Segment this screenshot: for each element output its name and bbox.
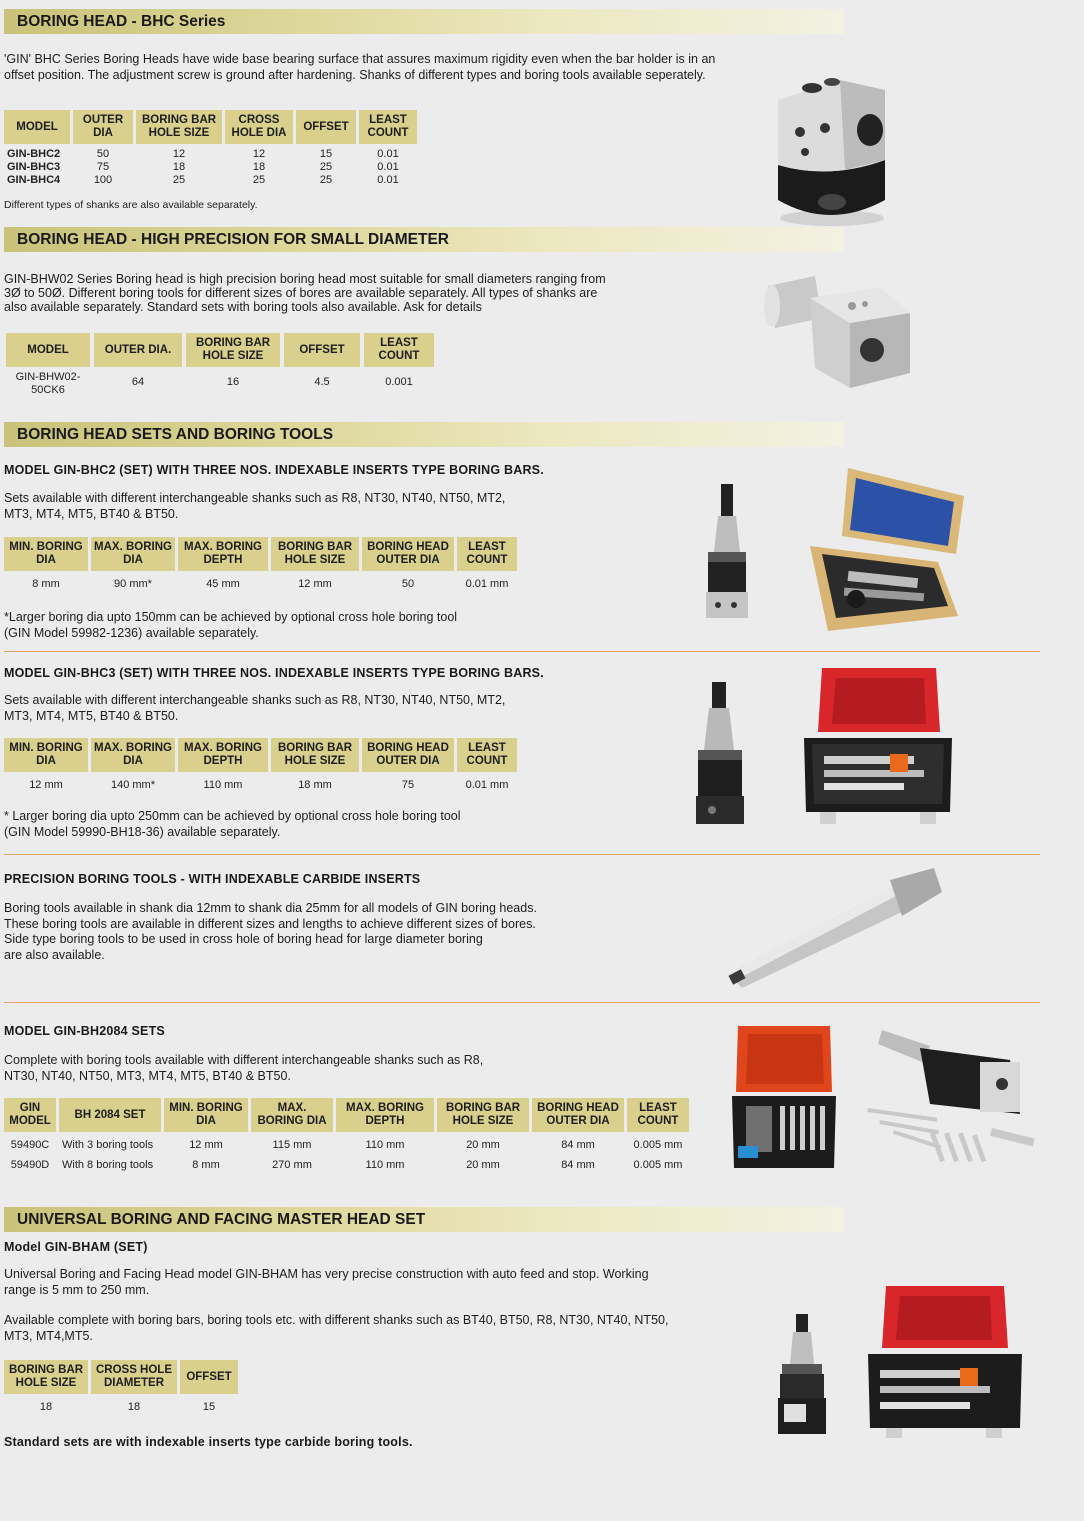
red-case-bhc3-image bbox=[800, 662, 956, 832]
col-header: OUTER DIA. bbox=[94, 333, 182, 367]
cell: 18 bbox=[172, 161, 186, 173]
bh2084-heading: MODEL GIN-BH2084 SETS bbox=[4, 1024, 165, 1038]
col-header: MAX. BORING DEPTH bbox=[336, 1098, 434, 1132]
cell: 0.01 bbox=[377, 148, 399, 160]
cell: 45 mm bbox=[206, 578, 240, 590]
cell: 0.01 bbox=[377, 174, 399, 186]
cell: 15 bbox=[202, 1401, 216, 1413]
cell: 0.01 bbox=[377, 161, 399, 173]
cell: 50 bbox=[401, 578, 415, 590]
col-header: CROSS HOLE DIAMETER bbox=[91, 1360, 177, 1394]
bh2084-spec-table bbox=[1, 1098, 692, 1172]
cell: 25 bbox=[172, 174, 186, 186]
cell: 12 mm bbox=[189, 1139, 223, 1151]
desc-line: MT3, MT4,MT5. bbox=[4, 1328, 93, 1343]
cell: 0.001 bbox=[385, 375, 413, 388]
cell: 15 bbox=[319, 148, 333, 160]
col-header: LEAST COUNT bbox=[359, 110, 417, 144]
bhc3-set-table bbox=[1, 738, 520, 792]
bham-description-1 bbox=[4, 1267, 649, 1298]
cell: 0.005 mm bbox=[633, 1159, 683, 1171]
table-row bbox=[4, 144, 417, 161]
bhc3-set-description bbox=[4, 693, 505, 724]
table-row bbox=[6, 367, 434, 397]
bhc3-set-note bbox=[4, 808, 461, 840]
bh2084-head-and-tools-image bbox=[860, 1022, 1040, 1172]
desc-line: are also available. bbox=[4, 947, 105, 962]
red-case-bh2084-image bbox=[730, 1022, 840, 1172]
bhc-desc-line: 'GIN' BHC Series Boring Heads have wide base bearing surface that assures maximum rigidity even when the bar holder is in an bbox=[4, 52, 716, 66]
bham-description-2 bbox=[4, 1313, 668, 1344]
cell: With 8 boring tools bbox=[62, 1159, 154, 1171]
col-header: CROSS HOLE DIA bbox=[225, 110, 293, 144]
desc-line: MT3, MT4, MT5, BT40 & BT50. bbox=[4, 506, 179, 521]
bhc3-set-heading: MODEL GIN-BHC3 (SET) WITH THREE NOS. INDEXABLE INSERTS TYPE BORING BARS. bbox=[4, 666, 544, 680]
cell: 140 mm* bbox=[110, 779, 156, 791]
section-banner-universal: UNIVERSAL BORING AND FACING MASTER HEAD SET bbox=[4, 1207, 844, 1232]
desc-line: Complete with boring tools available with different interchangeable shanks such as R8, bbox=[4, 1053, 484, 1067]
cell: 12 mm bbox=[298, 578, 332, 590]
bh2084-description bbox=[4, 1053, 483, 1084]
note-line: (GIN Model 59982-1236) available separately. bbox=[4, 626, 259, 640]
col-header: MAX. BORING DEPTH bbox=[178, 537, 268, 571]
col-header: LEAST COUNT bbox=[364, 333, 434, 367]
col-header: BORING BAR HOLE SIZE bbox=[271, 738, 359, 772]
table-row bbox=[4, 1154, 689, 1172]
col-header: MIN. BORING DIA bbox=[4, 738, 88, 772]
cell: 12 mm bbox=[29, 779, 63, 791]
col-header: GIN MODEL bbox=[4, 1098, 56, 1132]
cell: 84 mm bbox=[561, 1139, 595, 1151]
cell: 90 mm* bbox=[114, 578, 152, 590]
col-header: MIN. BORING DIA bbox=[4, 537, 88, 571]
table-row bbox=[4, 1394, 238, 1414]
shank-bhc2-image bbox=[700, 480, 760, 625]
col-header: BORING BAR HOLE SIZE bbox=[136, 110, 222, 144]
cell: 75 bbox=[401, 779, 415, 791]
col-header: BORING HEAD OUTER DIA bbox=[362, 738, 454, 772]
desc-line: Available complete with boring bars, boring tools etc. with different shanks such as BT40, BT50, R8, NT30, NT40, NT50, bbox=[4, 1313, 669, 1327]
shank-bhc3-image bbox=[692, 680, 752, 830]
col-header: OFFSET bbox=[284, 333, 360, 367]
wooden-case-bhc2-image bbox=[808, 466, 966, 634]
cell: 4.5 bbox=[314, 375, 330, 388]
bhc-spec-table bbox=[1, 110, 420, 187]
col-header: BH 2084 SET bbox=[59, 1098, 161, 1132]
separator bbox=[4, 651, 1040, 652]
col-header: MAX. BORING DIA bbox=[91, 738, 175, 772]
desc-line: Universal Boring and Facing Head model GIN-BHAM has very precise construction with auto feed and stop. Working bbox=[4, 1267, 649, 1281]
section-banner-bhc: BORING HEAD - BHC Series bbox=[4, 9, 844, 34]
bham-footer-note: Standard sets are with indexable inserts type carbide boring tools. bbox=[4, 1435, 413, 1449]
cell: 59490C bbox=[10, 1139, 50, 1151]
col-header: BORING HEAD OUTER DIA bbox=[362, 537, 454, 571]
cell: 16 bbox=[226, 375, 240, 388]
cell: 12 bbox=[252, 148, 266, 160]
table-row bbox=[4, 571, 517, 591]
section-banner-sets: BORING HEAD SETS AND BORING TOOLS bbox=[4, 422, 844, 447]
col-header: MIN. BORING DIA bbox=[164, 1098, 248, 1132]
cell: 270 mm bbox=[272, 1159, 312, 1171]
table-row bbox=[4, 161, 417, 174]
col-header: BORING BAR HOLE SIZE bbox=[271, 537, 359, 571]
desc-line: range is 5 mm to 250 mm. bbox=[4, 1282, 150, 1297]
col-header: OFFSET bbox=[180, 1360, 238, 1394]
bhc2-set-heading: MODEL GIN-BHC2 (SET) WITH THREE NOS. INDEXABLE INSERTS TYPE BORING BARS. bbox=[4, 463, 544, 477]
cell: 50 bbox=[96, 148, 110, 160]
table-row bbox=[4, 1132, 689, 1154]
note-line: * Larger boring dia upto 250mm can be achieved by optional cross hole boring tool bbox=[4, 809, 461, 823]
desc-line: 3Ø to 50Ø. Different boring tools for different sizes of bores are available separately. All types of shanks are bbox=[4, 286, 598, 300]
col-header: MODEL bbox=[4, 110, 70, 144]
col-header: OUTER DIA bbox=[73, 110, 133, 144]
cell: 8 mm bbox=[32, 578, 60, 590]
bham-spec-table bbox=[1, 1360, 241, 1414]
precision-tools-heading: PRECISION BORING TOOLS - WITH INDEXABLE CARBIDE INSERTS bbox=[4, 872, 421, 886]
separator bbox=[4, 1002, 1040, 1003]
bhc2-set-note bbox=[4, 609, 457, 641]
bhc-desc-line: offset position. The adjustment screw is ground after hardening. Shanks of different types and boring tools available seperately. bbox=[4, 67, 706, 82]
col-header: BORING BAR HOLE SIZE bbox=[4, 1360, 88, 1394]
cell: GIN-BHC3 bbox=[7, 161, 61, 173]
cell: 0.01 mm bbox=[465, 578, 509, 590]
cell: 8 mm bbox=[192, 1159, 220, 1171]
note-line: (GIN Model 59990-BH18-36) available separately. bbox=[4, 825, 281, 839]
high-precision-description bbox=[4, 272, 704, 314]
cell: 25 bbox=[319, 161, 333, 173]
cell: 75 bbox=[96, 161, 110, 173]
col-header: OFFSET bbox=[296, 110, 356, 144]
separator bbox=[4, 854, 1040, 855]
cell: GIN-BHW02-50CK6 bbox=[15, 371, 81, 396]
desc-line: Sets available with different interchangeable shanks such as R8, NT30, NT40, NT50, MT2, bbox=[4, 491, 506, 505]
col-header: BORING HEAD OUTER DIA bbox=[532, 1098, 624, 1132]
cell: 18 bbox=[127, 1401, 141, 1413]
boring-head-bhc-image bbox=[770, 70, 890, 230]
cell: 115 mm bbox=[272, 1139, 312, 1151]
cell: 12 bbox=[172, 148, 186, 160]
desc-line: Sets available with different interchangeable shanks such as R8, NT30, NT40, NT50, MT2, bbox=[4, 693, 506, 707]
cell: GIN-BHC4 bbox=[7, 174, 61, 186]
bhc2-set-description bbox=[4, 491, 505, 522]
cell: 20 mm bbox=[466, 1159, 500, 1171]
cell: 25 bbox=[319, 174, 333, 186]
cell: 18 mm bbox=[298, 779, 332, 791]
desc-line: also available separately. Standard sets with boring tools also available. Ask for details bbox=[4, 300, 482, 314]
cell: 100 bbox=[93, 174, 113, 186]
col-header: BORING BAR HOLE SIZE bbox=[186, 333, 280, 367]
cell: 0.01 mm bbox=[465, 779, 509, 791]
bham-model-heading: Model GIN-BHAM (SET) bbox=[4, 1240, 148, 1254]
col-header: MAX. BORING DIA bbox=[91, 537, 175, 571]
precision-tools-description bbox=[4, 901, 537, 963]
desc-line: NT30, NT40, NT50, MT3, MT4, MT5, BT40 & BT50. bbox=[4, 1068, 291, 1083]
cell: 110 mm bbox=[365, 1159, 405, 1171]
cell: 18 bbox=[252, 161, 266, 173]
table-row bbox=[4, 174, 417, 187]
red-case-bham-image bbox=[864, 1282, 1026, 1442]
cell: 110 mm bbox=[203, 779, 243, 791]
col-header: LEAST COUNT bbox=[627, 1098, 689, 1132]
desc-line: These boring tools are available in different sizes and lengths to achieve different sizes of bores. bbox=[4, 916, 536, 931]
precision-boring-tool-image bbox=[722, 866, 947, 991]
col-header: LEAST COUNT bbox=[457, 537, 517, 571]
col-header: MAX. BORING DEPTH bbox=[178, 738, 268, 772]
bhc2-set-table bbox=[1, 537, 520, 591]
note-line: *Larger boring dia upto 150mm can be achieved by optional cross hole boring tool bbox=[4, 610, 458, 624]
bhc-note: Different types of shanks are also available separately. bbox=[4, 199, 258, 211]
desc-line: Boring tools available in shank dia 12mm to shank dia 25mm for all models of GIN boring heads. bbox=[4, 901, 537, 915]
desc-line: GIN-BHW02 Series Boring head is high precision boring head most suitable for small diameters ranging from bbox=[4, 272, 606, 286]
cell: 59490D bbox=[10, 1159, 50, 1171]
bhw02-spec-table bbox=[2, 333, 438, 397]
cell: 110 mm bbox=[365, 1139, 405, 1151]
cell: 84 mm bbox=[561, 1159, 595, 1171]
col-header: MAX. BORING DIA bbox=[251, 1098, 333, 1132]
section-banner-high-precision: BORING HEAD - HIGH PRECISION FOR SMALL DIAMETER bbox=[4, 227, 844, 252]
cell: GIN-BHC2 bbox=[7, 148, 61, 160]
shank-bham-image bbox=[774, 1312, 832, 1442]
table-row bbox=[4, 772, 517, 792]
cell: With 3 boring tools bbox=[62, 1139, 154, 1151]
col-header: MODEL bbox=[6, 333, 90, 367]
desc-line: MT3, MT4, MT5, BT40 & BT50. bbox=[4, 708, 179, 723]
cell: 20 mm bbox=[466, 1139, 500, 1151]
bhc-description bbox=[4, 52, 764, 83]
col-header: LEAST COUNT bbox=[457, 738, 517, 772]
boring-head-bhw02-image bbox=[760, 268, 920, 398]
cell: 0.005 mm bbox=[633, 1139, 683, 1151]
cell: 64 bbox=[131, 375, 145, 388]
col-header: BORING BAR HOLE SIZE bbox=[437, 1098, 529, 1132]
cell: 25 bbox=[252, 174, 266, 186]
desc-line: Side type boring tools to be used in cross hole of boring head for large diameter boring bbox=[4, 932, 483, 946]
cell: 18 bbox=[39, 1401, 53, 1413]
